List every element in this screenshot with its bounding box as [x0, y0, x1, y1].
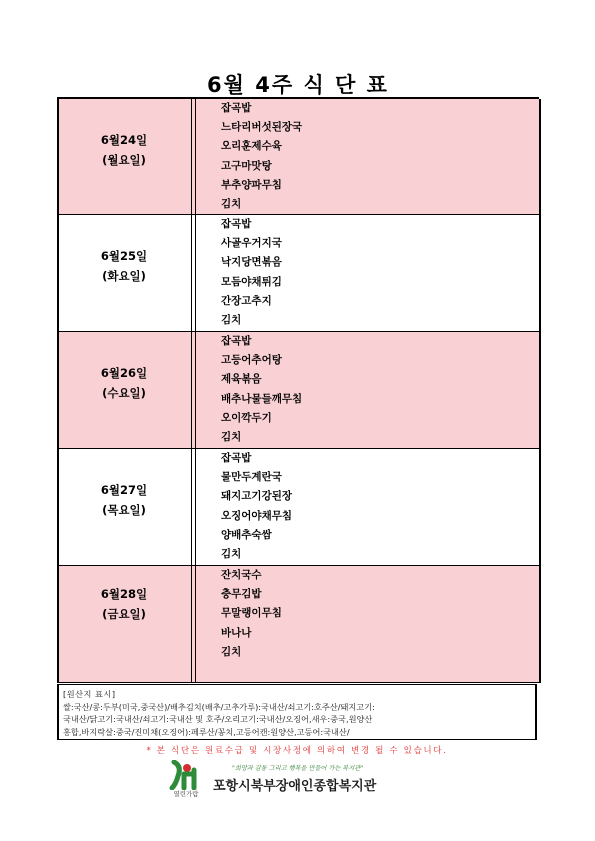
menu-item: 사골우거지국 [221, 237, 282, 250]
divider [195, 332, 196, 448]
page-title: 6월 4주 식 단 표 [207, 73, 389, 97]
origin-line: 쌀:국산/콩:두부(미국,중국산)/배추김치(배추/고추가루):국내산/쇠고기:호주산/돼지고기: [63, 701, 375, 712]
menu-list [221, 332, 302, 447]
menu-table [57, 99, 541, 683]
menu-item: 오리훈제수육 [221, 140, 282, 153]
date-label: 6월27일 [100, 483, 148, 497]
menu-item: 오징어야채무침 [221, 509, 293, 522]
change-notice: * 본 식단은 원료수급 및 시장사정에 의하여 변경 될 수 있습니다. [146, 746, 448, 756]
divider [191, 99, 192, 214]
menu-item: 고구마맛탕 [221, 159, 272, 172]
weekday-label: (화요일) [102, 269, 146, 283]
origin-box [57, 684, 537, 740]
day-row [59, 566, 539, 682]
weekday-label: (목요일) [102, 503, 146, 517]
date-cell [59, 332, 189, 448]
date-label: 6월28일 [100, 587, 148, 601]
menu-item: 고등어추어탕 [221, 354, 282, 367]
logo-subtitle: 열린가람 [173, 790, 199, 798]
weekday-label: (수요일) [102, 386, 146, 400]
date-label: 6월25일 [100, 249, 148, 263]
origin-line: 국내산/닭고기:국내산/쇠고기:국내산 및 호주/오리고기:국내산/오징어,새우:중국,원양산 [63, 714, 373, 724]
menu-item: 충무김밥 [221, 588, 262, 601]
menu-item: 김치 [221, 430, 242, 443]
divider [191, 566, 192, 682]
day-row [59, 215, 539, 332]
menu-list [221, 449, 292, 564]
menu-item: 물만두계란국 [221, 471, 282, 484]
menu-item: 부추양파무침 [221, 178, 282, 191]
weekday-label: (월요일) [102, 152, 146, 167]
date-label: 6월26일 [100, 366, 148, 380]
date-cell [59, 566, 189, 682]
origin-heading: [원산지 표시] [63, 689, 116, 699]
menu-list [221, 99, 302, 214]
day-row [59, 332, 539, 449]
menu-item: 양배추숙쌈 [221, 528, 272, 541]
menu-item: 간장고추지 [221, 294, 272, 307]
menu-item: 낙지당면볶음 [221, 256, 282, 269]
origin-line: 홍합,바지락살:중국/진미채(오징어):페루산/꽁치,고등어캔:원양산,고등어:국내산/ [63, 726, 350, 737]
day-row [59, 449, 539, 566]
menu-item: 오이깍두기 [221, 411, 272, 424]
divider [191, 215, 192, 331]
menu-item: 김치 [221, 313, 242, 326]
menu-list [221, 215, 282, 330]
menu-item: 느타리버섯된장국 [221, 121, 303, 134]
menu-item: 무말랭이무침 [221, 607, 282, 620]
menu-item: 배추나물들깨무침 [221, 392, 303, 405]
menu-item: 잡곡밥 [221, 335, 252, 347]
menu-item: 잔치국수 [221, 569, 262, 581]
date-cell [59, 99, 189, 214]
menu-item: 모듬야채튀김 [221, 275, 282, 288]
divider [195, 99, 196, 214]
divider [191, 332, 192, 448]
menu-item: 잡곡밥 [221, 452, 252, 464]
menu-item: 잡곡밥 [221, 102, 252, 114]
menu-item: 잡곡밥 [221, 218, 252, 230]
menu-item: 김치 [221, 645, 242, 658]
menu-list [221, 566, 282, 662]
weekday-label: (금요일) [102, 607, 146, 621]
date-label: 6월24일 [100, 132, 148, 147]
divider [195, 566, 196, 682]
menu-item: 김치 [221, 197, 242, 210]
day-row [59, 99, 539, 215]
date-cell [59, 449, 189, 565]
divider [195, 215, 196, 331]
logo-icon [168, 760, 208, 790]
divider [191, 449, 192, 565]
divider [195, 449, 196, 565]
menu-item: 제육볶음 [221, 373, 262, 386]
date-cell [59, 215, 189, 331]
slogan: "희망과 감동 그리고 행복을 만들어 가는 복지관" [232, 765, 364, 772]
menu-item: 김치 [221, 547, 242, 560]
menu-item: 돼지고기강된장 [221, 490, 293, 503]
organization-name: 포항시북부장애인종합복지관 [213, 779, 377, 794]
menu-item: 바나나 [221, 626, 252, 639]
